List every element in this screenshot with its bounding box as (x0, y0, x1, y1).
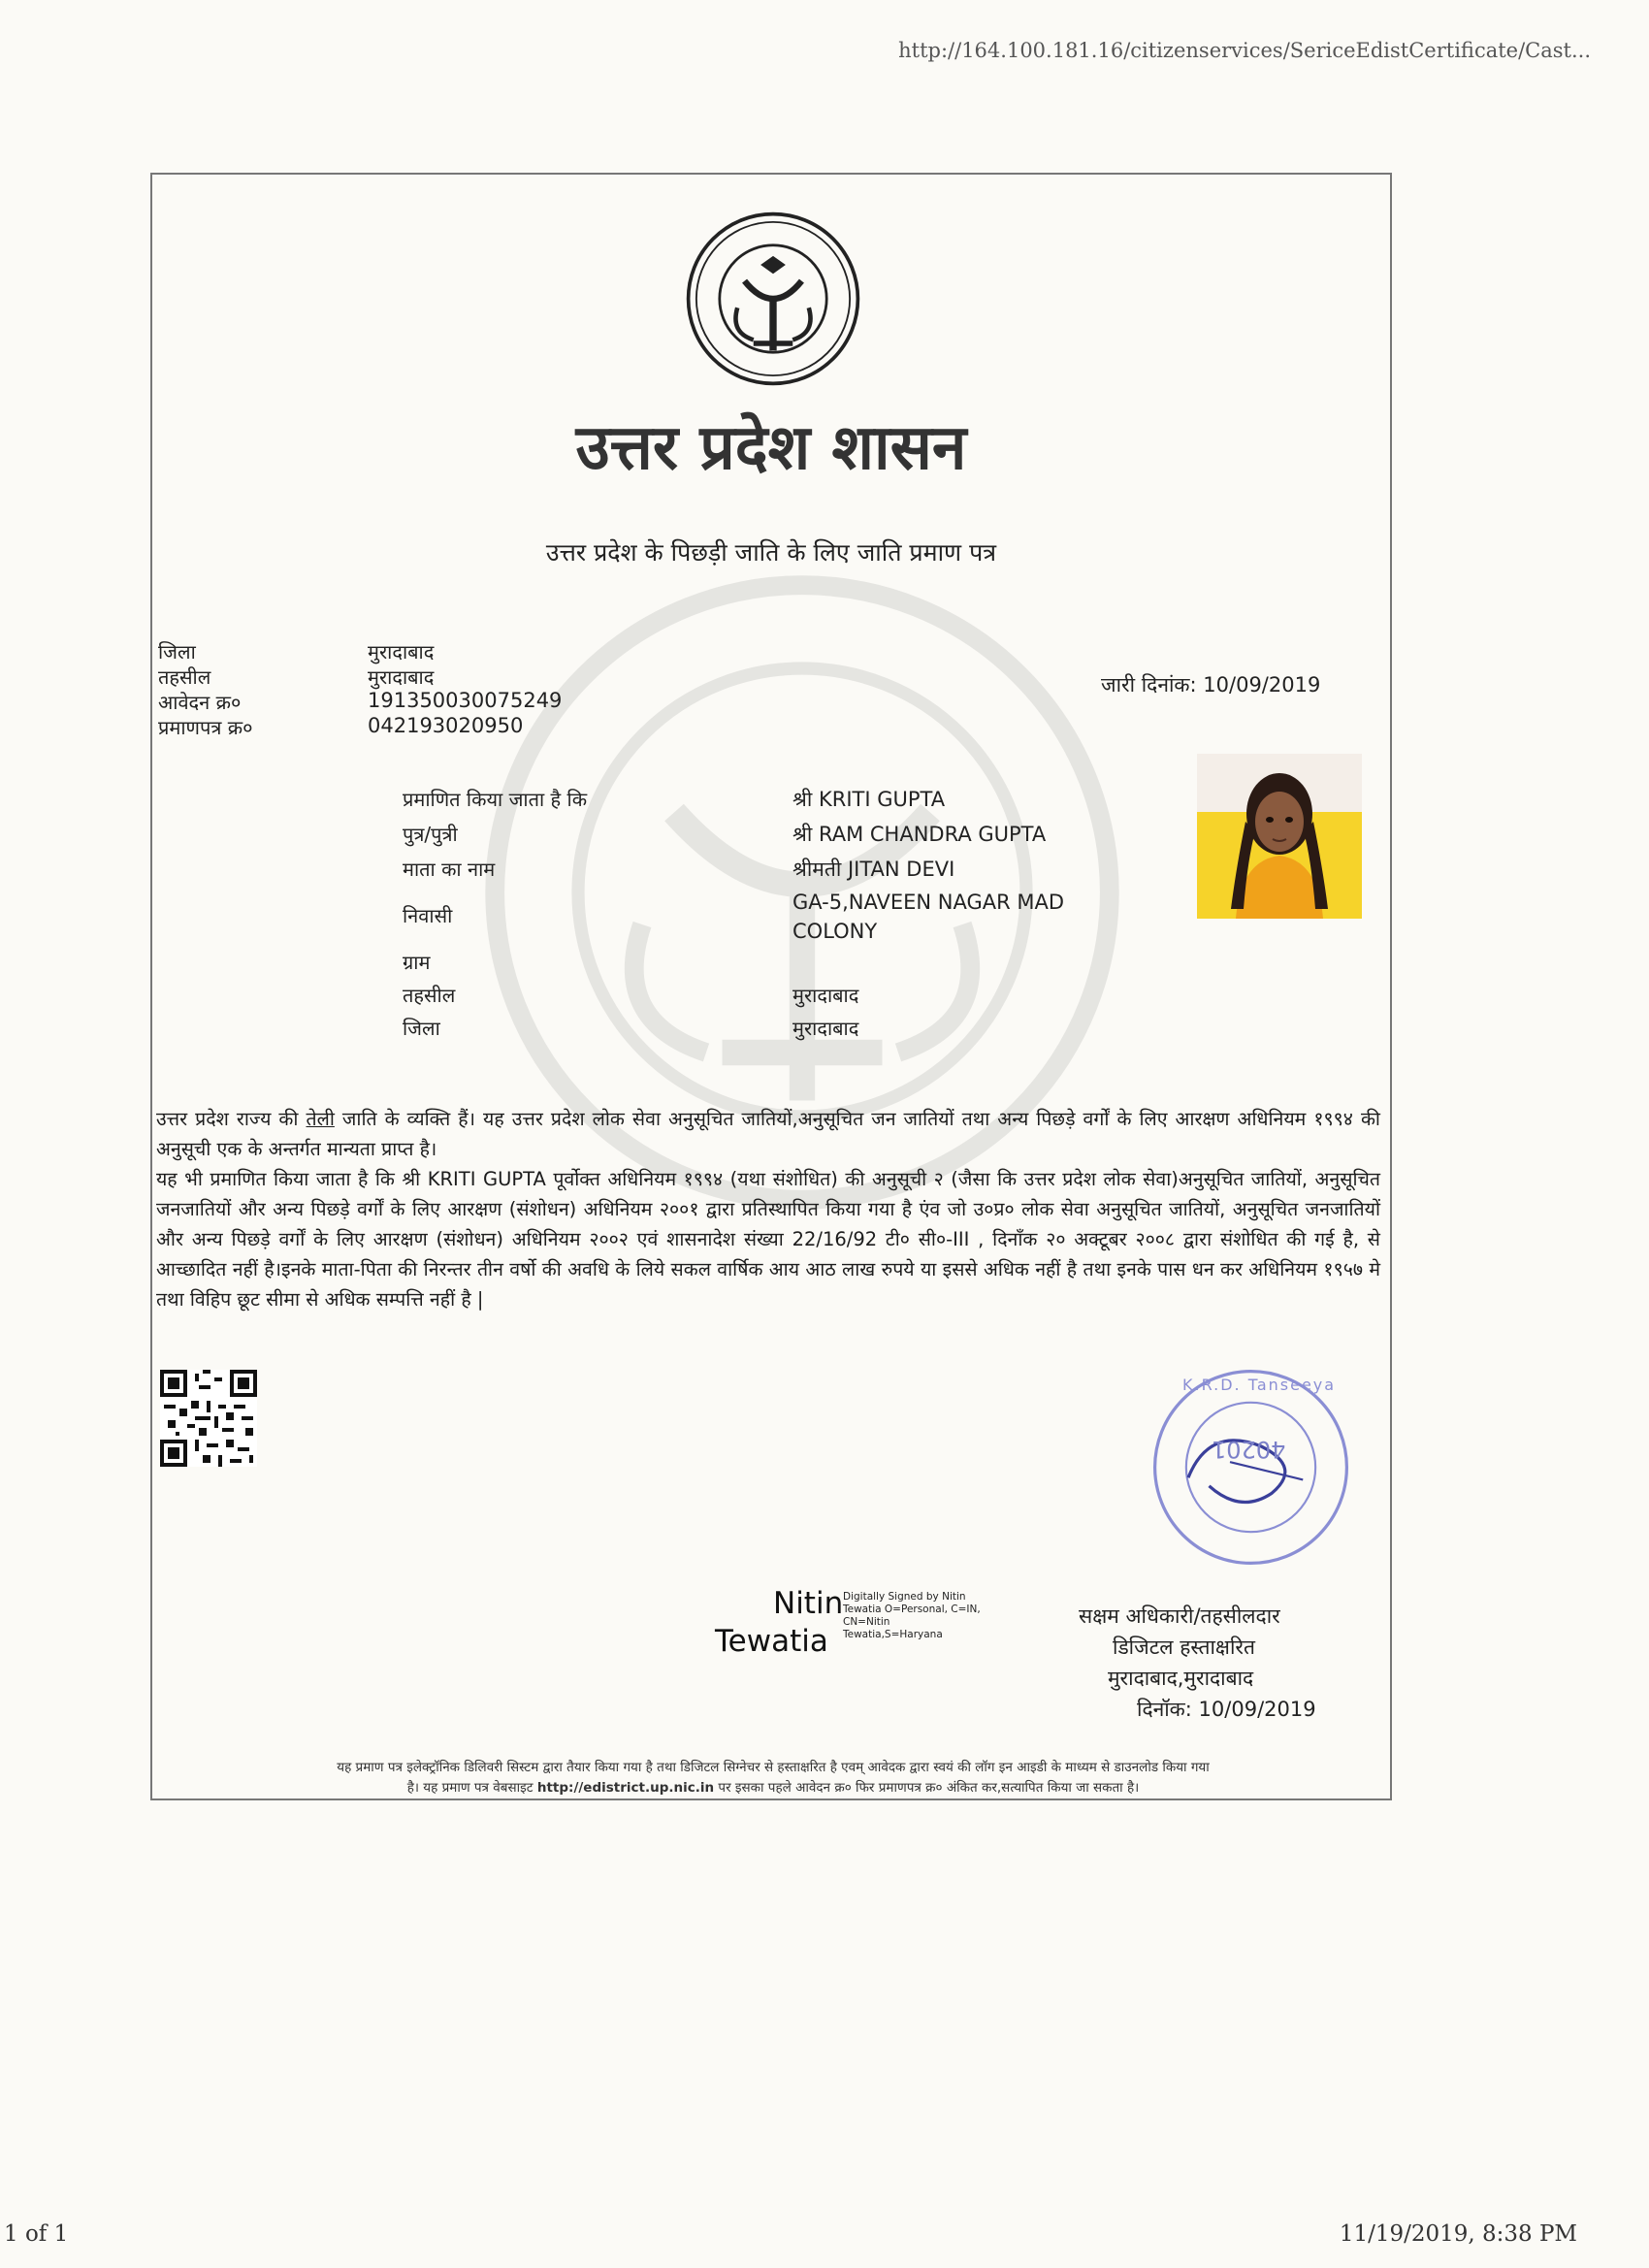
certificate-title: उत्तर प्रदेश के पिछड़ी जाति के लिए जाति प्रमाण पत्र (545, 538, 997, 567)
applicant-name: श्री KRITI GUPTA (792, 788, 946, 811)
up-government-emblem-icon (684, 210, 862, 388)
browser-url: http://164.100.181.16/citizenservices/SericeEdistCertificate/Cast... (898, 39, 1591, 62)
printed-timestamp: 11/19/2019, 8:38 PM (1339, 2221, 1577, 2247)
person-tehsil-label: तहसील (403, 984, 456, 1007)
caste-name: तेली (306, 1108, 335, 1130)
resident-address-line1: GA-5,NAVEEN NAGAR MAD (792, 891, 1065, 914)
footer-line1: यह प्रमाण पत्र इलेक्ट्रॉनिक डिलिवरी सिस्टम द्वारा तैयार किया गया है तथा डिजिटल सिग्नेचर से हस्ताक्षरित है एवम् आवेदक द्वारा स्वयं की लॉग इन आइडी के माध्यम से डाउनलोड किया गया (337, 1760, 1210, 1775)
application-number: 191350030075249 (368, 689, 563, 712)
resident-label: निवासी (403, 904, 453, 927)
parent-name: श्री RAM CHANDRA GUPTA (792, 823, 1047, 846)
officer-place: मुरादाबाद,मुरादाबाद (1108, 1667, 1254, 1690)
district-label: जिला (158, 640, 196, 664)
stamp-number: 40201 (1212, 1436, 1286, 1463)
certificate-no-label: प्रमाणपत्र क्र० (158, 716, 253, 739)
certificate-body (156, 1104, 1380, 1314)
person-district-value: मुरादाबाद (792, 1017, 859, 1040)
government-heading: उत्तर प्रदेश शासन (575, 411, 967, 484)
officer-date: दिनॉक: 10/09/2019 (1137, 1698, 1316, 1721)
certified-label: प्रमाणित किया जाता है कि (403, 788, 588, 811)
resident-address-line2: COLONY (792, 920, 878, 943)
village-label: ग्राम (403, 951, 431, 974)
applicant-photo (1197, 754, 1362, 919)
parent-label: पुत्र/पुत्री (403, 823, 458, 846)
district-value: मुरादाबाद (368, 640, 435, 664)
certificate-footer (162, 1758, 1384, 1798)
officer-title: सक्षम अधिकारी/तहसीलदार (1079, 1604, 1280, 1628)
issue-date: जारी दिनांक: 10/09/2019 (1101, 673, 1321, 697)
mother-label: माता का नाम (403, 858, 496, 881)
person-district-label: जिला (403, 1017, 440, 1040)
page-count: 1 of 1 (4, 2221, 69, 2247)
official-stamp-icon (1147, 1363, 1355, 1571)
person-tehsil-value: मुरादाबाद (792, 984, 859, 1007)
signer-last-name: Tewatia (715, 1624, 828, 1659)
stamp-text: K.R.D. Tanseeya (1182, 1376, 1337, 1394)
certificate-number: 042193020950 (368, 714, 524, 737)
footer-line2: है। यह प्रमाण पत्र वेबसाइट http://edistrict.up.nic.in पर इसका पहले आवेदन क्र० फिर प्रमाणपत्र क्र० अंकित कर,सत्यापित किया जा सकता है। (406, 1780, 1140, 1796)
application-label: आवेदन क्र० (158, 691, 242, 714)
caste-certificate (150, 173, 1392, 1800)
tehsil-value: मुरादाबाद (368, 665, 435, 689)
tehsil-label: तहसील (158, 665, 211, 689)
mother-name: श्रीमती JITAN DEVI (792, 858, 955, 881)
qr-code-icon (160, 1370, 257, 1467)
officer-signed: डिजिटल हस्ताक्षरित (1113, 1636, 1255, 1659)
signer-first-name: Nitin (773, 1586, 844, 1621)
caste-paragraph: उत्तर प्रदेश राज्य की तेली जाति के व्यक्ति हैं। यह उत्तर प्रदेश लोक सेवा अनुसूचित जातियों,अनुसूचित जन जातियों तथा अन्य पिछड़े वर्गों के लिए आरक्षण अधिनियम १९९४ की अनुसूची एक के अन्तर्गत मान्यता प्राप्त है। (156, 1108, 1380, 1160)
digital-signature-details: Digitally Signed by Nitin Tewatia O=Personal, C=IN, CN=Nitin Tewatia,S=Haryana (843, 1591, 981, 1640)
verification-url[interactable]: http://edistrict.up.nic.in (536, 1780, 715, 1796)
income-paragraph: यह भी प्रमाणित किया जाता है कि श्री KRITI GUPTA पूर्वोक्त अधिनियम १९९४ (यथा संशोधित) की अनुसूची २ (जैसा कि उत्तर प्रदेश लोक सेवा)अनुसूचित जातियों, अनुसूचित जनजातियों और अन्य पिछड़े वर्गों के लिए आरक्षण (संशोधन) अधिनियम २००१ द्वारा प्रतिस्थापित किया गया है एंव जो उ०प्र० लोक सेवा अनुसूचित जातियों, अनुसूचित जनजातियों और अन्य पिछड़े वर्गों के लिए आरक्षण (संशोधन) अधिनियम २००२ एवं शासनादेश संख्या 22/16/92 टी० सी०-III , दिनाँक २० अक्टूबर २००८ द्वारा संशोधित की गई है, से आच्छादित नहीं है।इनके माता-पिता की निरन्तर तीन वर्षो की अवधि के लिये सकल वार्षिक आय आठ लाख रुपये या इससे अधिक नहीं है तथा इनके पास धन कर अधिनियम १९५७ मे तथा विहिप छूट सीमा से अधिक सम्पत्ति नहीं है | (156, 1168, 1380, 1311)
